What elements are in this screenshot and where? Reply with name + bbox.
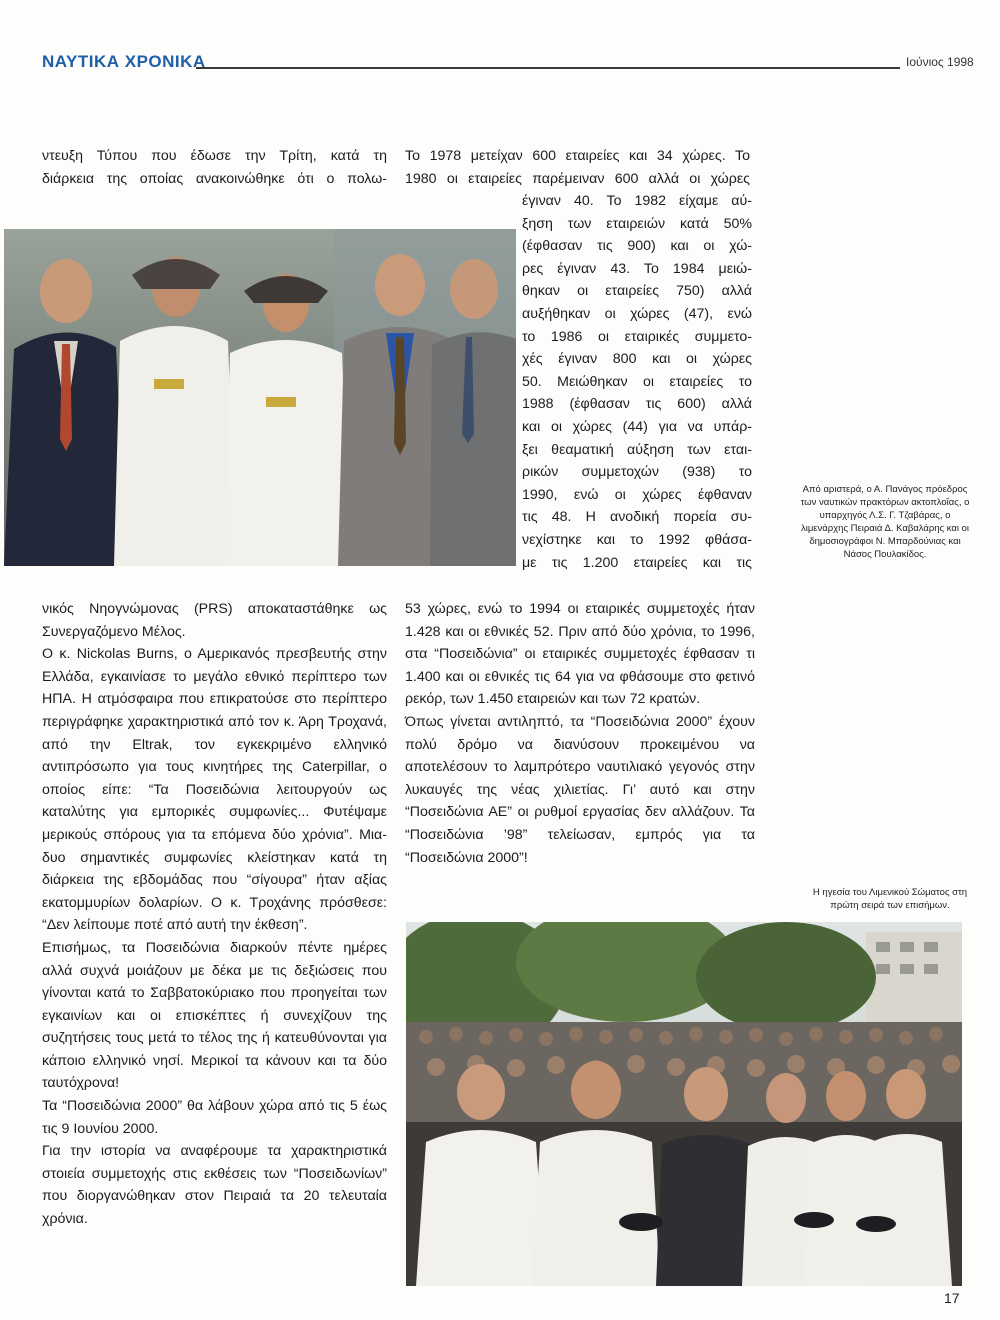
narrow-line: 1990, ενώ οι χώρες έφθαναν [522,486,752,503]
ceremony-audience-illustration [406,922,962,1286]
narrow-line: ρικών συμμετοχών (938) το [522,464,752,481]
right-column-top [405,145,750,190]
left-paragraph-5: Για την ιστορία να αναφέρουμε τα χαρακτηριστικά στοιεία συμμετοχής στις εκθέσεις των “Ποσειδωνίων” που διοργανώθηκαν στον Πειραιά τα 20 τελευταία χρόνια. [42,1143,387,1228]
photo2-caption: Η ηγεσία του Λιμενικού Σώματος στη πρώτη σειρά των επισήμων. [812,887,968,911]
narrow-line: χές έγιναν 800 και οι χώρες [522,351,752,368]
right-paragraph-2: Όπως γίνεται αντιληπτό, τα “Ποσειδώνια 2000” έχουν πολύ δρόμο να διανύσουν προκειμένου να αποτελέσουν το λαμπρότερο ναυτιλιακό γεγονός στην λυκαυγές της νέας χιλιετίας. Γι’ αυτό και στην “Ποσειδώνια ΑΕ” οι ρυθμοί εργασίας δεν αλλάζουν. Τα “Ποσειδώνια ’98” τελείωσαν, εμπρός για τα “Ποσειδώνια 2000”! [405,713,755,866]
right-column-body [405,598,755,869]
narrow-line: ξηση των εταιρειών κατά 50% [522,215,752,232]
narrow-line: (έφθασαν τις 900) και οι χώ- [522,238,752,255]
narrow-line: τις 48. Η ανοδική πορεία συ- [522,509,752,526]
narrow-line: θηκαν οι εταιρείες 750) αλλά [522,283,752,300]
narrow-line: έγιναν 40. Το 1982 είχαμε αύ- [522,193,752,209]
narrow-line: ξει θεαματική αύξηση των εται- [522,441,752,458]
narrow-line: το 1986 οι εταιρικές συμμετο- [522,328,752,345]
issue-date: Ιούνιος 1998 [906,55,974,69]
header-rule [196,67,900,69]
narrow-line: αυξήθηκαν οι χώρες (47), ενώ [522,305,752,322]
photo1-caption: Από αριστερά, ο Α. Πανάγος πρόεδρος των ναυτικών πρακτόρων ακτοπλοΐας, ο υπαρχηγός Λ.Σ. Γ. Τζαβάρας, ο λιμενάρχης Πειραιά Δ. Καβαλάρης και οι δημοσιογράφοι Ν. Μπαρδούνιας και Νάσος Πουλακίδος. [800,484,970,560]
narrow-line: με τις 1.200 εταιρείες και τις [522,554,752,571]
left-column-body [42,598,387,1231]
officers-group-photo [4,229,516,566]
narrow-line: 50. Μειώθηκαν οι εταιρείες το [522,373,752,390]
left-paragraph-2: Ο κ. Nickolas Burns, ο Αμερικανός πρεσβευτής στην Ελλάδα, εγκαινίασε το μεγάλο εθνικό περίπτερο των ΗΠΑ. Η ατμόσφαιρα που επικρατούσε στο περίπτερο περιγράφηκε χαρακτηριστικά από τον κ. Άρη Τροχανά, από την Eltrak, τον εγκεκριμένο ελληνικό αντιπρόσωπο για τους κινητήρες της Caterpillar, ο οποίος είπε: “Τα Ποσειδώνια λειτουργούν ως καταλύτης για εμπορικές συμφωνίες... Φυτέψαμε μερικούς σπόρους για τα επόμενα δύο χρόνια”. Μια-δυο σημαντικές συμφωνίες κλείστηκαν κατά τη διάρκεια της εβδομάδας που “σίγουρα” ήταν αξίας εκατομμυρίων δολαρίων. Ο κ. Τροχάνης πρόσθεσε: “Δεν λείπουμε ποτέ από αυτή την έκθεση”. [42,646,387,934]
left-top-line-1: ντευξη Τύπου που έδωσε την Τρίτη, κατά τη [42,148,387,164]
page-number: 17 [944,1290,960,1306]
left-top-line-2: διάρκεια της οποίας ανακοινώθηκε ότι ο πολω- [42,170,387,187]
ceremony-audience-photo [406,922,962,1286]
narrow-line: ρες έγιναν 43. Το 1984 μειώ- [522,260,752,277]
left-paragraph-4: Τα “Ποσειδώνια 2000” θα λάβουν χώρα από τις 5 έως τις 9 Ιουνίου 2000. [42,1098,387,1137]
right-top-line-2: 1980 οι εταιρείες παρέμειναν 600 αλλά οι χώρες [405,170,750,187]
right-paragraph-1: 53 χώρες, ενώ το 1994 οι εταιρικές συμμετοχές ήταν 1.428 και οι εθνικές 52. Πριν από δύο χρόνια, το 1996, στα “Ποσειδώνια” οι εταιρικές συμμετοχές έφθασαν τι 1.400 και οι εθνικές τις 64 για να φθάσουμε στο φετινό ρεκόρ, των 1.450 εταιρειών και των 72 κρατών. [405,601,755,708]
left-paragraph-1: νικός Νηογνώμονας (PRS) αποκαταστάθηκε ως Συνεργαζόμενο Μέλος. [42,601,387,640]
narrow-line: 1988 (έφθασαν τις 600) αλλά [522,396,752,413]
right-top-line-1: Το 1978 μετείχαν 600 εταιρείες και 34 χώρες. Το [405,148,750,164]
narrow-line: και οι χώρες (44) για να υπάρ- [522,418,752,435]
magazine-title: ΝΑΥΤΙΚΑ ΧΡΟΝΙΚΑ [42,52,206,71]
left-column-top [42,145,387,190]
narrow-line: νεχίστηκε και το 1992 φθάσα- [522,531,752,548]
left-paragraph-3: Επισήμως, τα Ποσειδώνια διαρκούν πέντε ημέρες αλλά συχνά μοιάζουν με δέκα με τις δεξιώσεις που γίνονται κατά το Σαββατοκύριακο που προηγείται των εγκαινίων και οι επισκέπτες ή συνεχίζουν της συζητήσεις τους μετά το τέλος της ή κατευθύνονται για κάποιο ελληνικό νησί. Μερικοί τα κάνουν και τα δύο ταυτόχρονα! [42,939,387,1092]
right-column-narrow [522,190,752,574]
officers-group-illustration [4,229,516,566]
